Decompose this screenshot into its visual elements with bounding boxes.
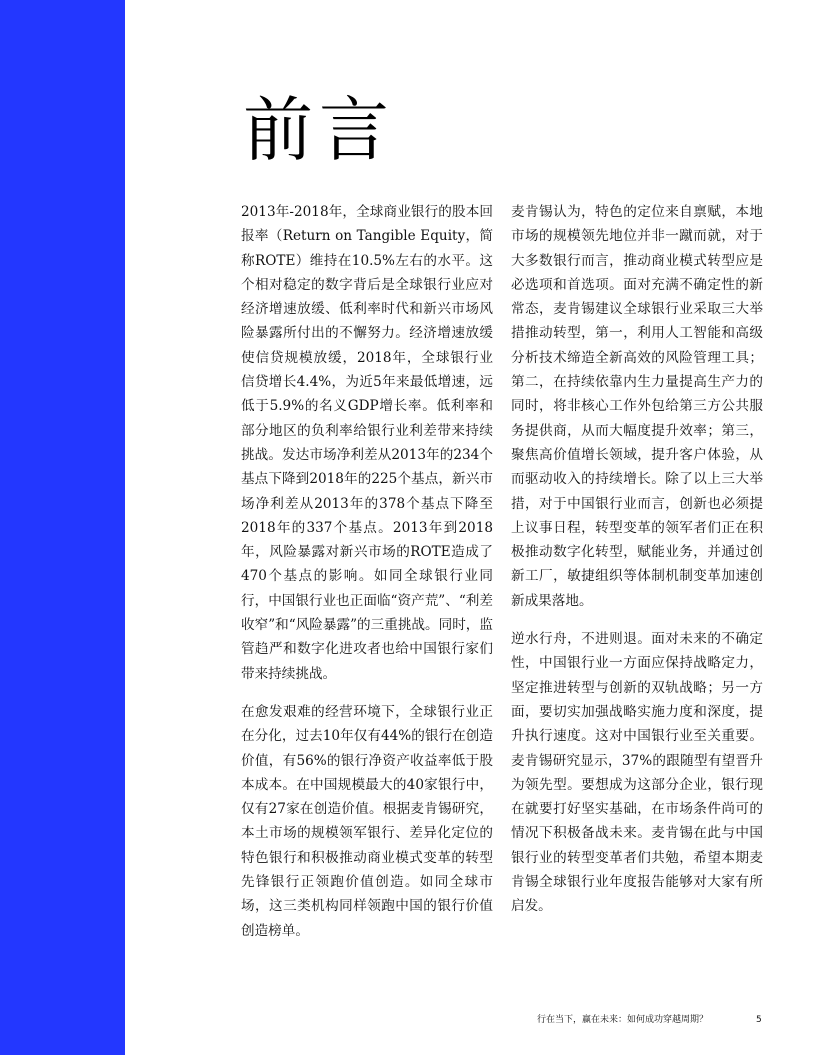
- right-column: [511, 200, 763, 933]
- footer-report-title: 行在当下，赢在未来：如何成功穿越周期？: [537, 1015, 709, 1025]
- left-paragraph-1: 2013年-2018年，全球商业银行的股本回报率（Return on Tangible Equity，简称ROTE）维持在10.5%左右的水平。这个相对稳定的数字背后是全球银行业应对经济增速放缓、低利率时代和新兴市场风险暴露所付出的不懈努力。经济增速放缓使信贷规模放缓，2018年，全球银行业信贷增长4.4%，为近5年来最低增速，远低于5.9%的名义GDP增长率。低利率和部分地区的负利率给银行业利差带来持续挑战。发达市场净利差从2013年的234个基点下降到2018年的225个基点，新兴市场净利差从2013年的378个基点下降至2018年的337个基点。2013年到2018年，风险暴露对新兴市场的ROTE造成了470个基点的影响。如同全球银行业同行，中国银行业也正面临“资产荒”、“利差收窄”和“风险暴露”的三重挑战。同时，监管趋严和数字化进攻者也给中国银行家们带来持续挑战。: [241, 204, 493, 682]
- right-paragraph-1: 麦肯锡认为，特色的定位来自禀赋，本地市场的规模领先地位并非一蹴而就，对于大多数银行而言，推动商业模式转型应是必选项和首选项。面对充满不确定性的新常态，麦肯锡建议全球银行业采取三大举措推动转型，第一，利用人工智能和高级分析技术缔造全新高效的风险管理工具；第二，在持续依靠内生力量提高生产力的同时，将非核心工作外包给第三方公共服务提供商，从而大幅度提升效率；第三，聚焦高价值增长领域，提升客户体验，从而驱动收入的持续增长。除了以上三大举措，对于中国银行业而言，创新也必须提上议事日程，转型变革的领军者们正在积极推动数字化转型，赋能业务，并通过创新工厂，敏捷组织等体制机制变革加速创新成果落地。: [511, 204, 763, 609]
- right-paragraph-2: 逆水行舟，不进则退。面对未来的不确定性，中国银行业一方面应保持战略定力，坚定推进转型与创新的双轨战略；另一方面，要切实加强战略实施力度和深度，提升执行速度。这对中国银行业至关重要。麦肯锡研究显示，37%的跟随型有望晋升为领先型。要想成为这部分企业，银行现在就要打好坚实基础，在市场条件尚可的情况下积极备战未来。麦肯锡在此与中国银行业的转型变革者们共勉，希望本期麦肯锡全球银行业年度报告能够对大家有所启发。: [511, 631, 763, 915]
- side-color-band: [0, 0, 125, 1055]
- page-title: 前言: [243, 89, 395, 171]
- left-column: [241, 200, 493, 957]
- footer-page-number: 5: [756, 1015, 762, 1025]
- left-paragraph-2: 在愈发艰难的经营环境下，全球银行业正在分化，过去10年仅有44%的银行在创造价值，有56%的银行净资产收益率低于股本成本。在中国规模最大的40家银行中，仅有27家在创造价值。根据麦肯锡研究，本土市场的规模领军银行、差异化定位的特色银行和积极推动商业模式变革的转型先锋银行正领跑价值创造。如同全球市场，这三类机构同样领跑中国的银行价值创造榜单。: [241, 703, 493, 939]
